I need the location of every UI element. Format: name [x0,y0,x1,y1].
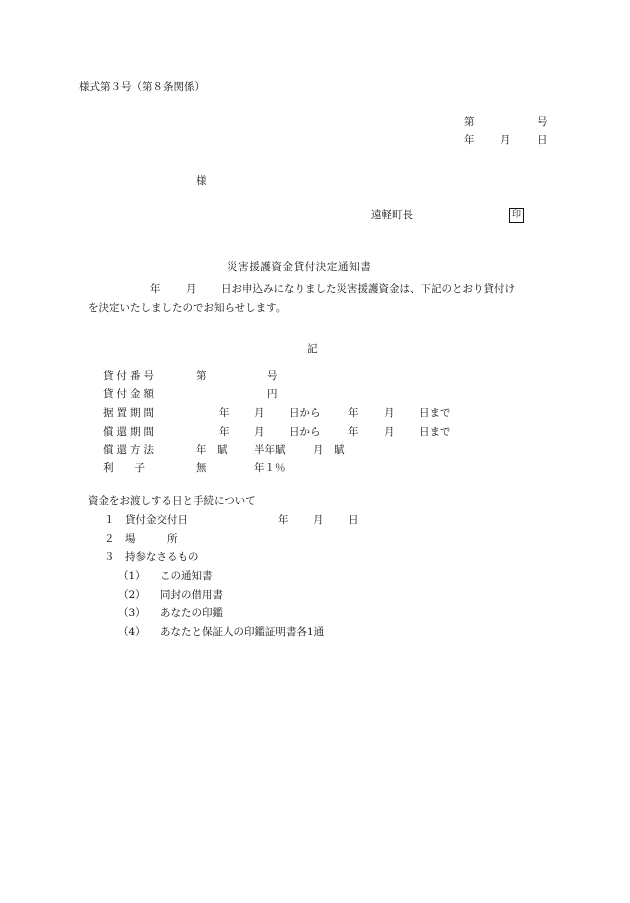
addressee-suffix: 様 [196,175,207,187]
loan-number-suffix: 号 [267,370,278,382]
subitem-num: （2） [118,589,146,601]
subitem-num: （1） [118,570,146,582]
procedure-item1-day: 日 [348,514,359,526]
repayment-month1: 月 [254,426,265,438]
deferment-month1: 月 [254,407,265,419]
deferment-label: 据置期間 [103,407,157,419]
repayment-year2: 年 [348,426,359,438]
deferment-month2: 月 [384,407,395,419]
deferment-until: 日まで [419,407,451,419]
procedure-item1-month: 月 [313,514,324,526]
repayment-until: 日まで [419,426,451,438]
repayment-month2: 月 [384,426,395,438]
repayment-annual: 年 賦 [196,444,228,456]
subitem-num: （3） [118,607,146,619]
deferment-year2: 年 [348,407,359,419]
seal-mark: 印 [509,208,524,223]
date-day: 日 [537,134,548,146]
repayment-period-label: 償還期間 [103,426,157,438]
repayment-method-label: 償還方法 [103,444,157,456]
repayment-from: 日から [289,426,321,438]
deferment-from: 日から [289,407,321,419]
procedure-item2-label: 場 所 [125,533,178,545]
procedure-item3-label: 持参なさるもの [125,551,199,563]
deferment-year1: 年 [219,407,230,419]
subitem-text: 同封の借用書 [160,589,223,601]
intro-month: 月 [186,283,197,295]
procedure-item2-num: ２ [104,533,115,545]
date-year: 年 [464,134,475,146]
subitem-num: （4） [118,626,146,638]
procedure-heading: 資金をお渡しする日と手続について [88,495,256,507]
loan-amount-unit: 円 [267,388,278,400]
procedure-item1-label: 貸付金交付日 [125,514,188,526]
ki-marker: 記 [307,343,318,355]
intro-year: 年 [150,283,161,295]
interest-free: 無 [196,462,207,474]
issuer: 遠軽町長 [371,209,413,221]
procedure-item1-year: 年 [278,514,289,526]
intro-line1: 日お申込みになりました災害援護資金は、下記のとおり貸付け [221,283,515,295]
repayment-monthly: 月 賦 [313,444,345,456]
interest-rate: 年１％ [254,462,286,474]
procedure-item1-num: １ [104,514,115,526]
document-number-suffix: 号 [537,116,548,128]
repayment-semiannual: 半年賦 [254,444,286,456]
loan-number-prefix: 第 [196,370,207,382]
intro-line2: を決定いたしましたのでお知らせします。 [88,302,287,314]
form-label: 様式第３号（第８条関係） [79,81,205,93]
date-month: 月 [500,134,511,146]
subitem-text: あなたと保証人の印鑑証明書各1通 [160,626,325,638]
loan-amount-label: 貸付金額 [103,388,157,400]
document-number-prefix: 第 [464,116,475,128]
procedure-item3-num: ３ [104,551,115,563]
repayment-year1: 年 [219,426,230,438]
loan-number-label: 貸付番号 [103,370,157,382]
subitem-text: この通知書 [160,570,213,582]
interest-label: 利 子 [103,462,145,474]
document-title: 災害援護資金貸付決定通知書 [227,261,372,273]
subitem-text: あなたの印鑑 [160,607,223,619]
